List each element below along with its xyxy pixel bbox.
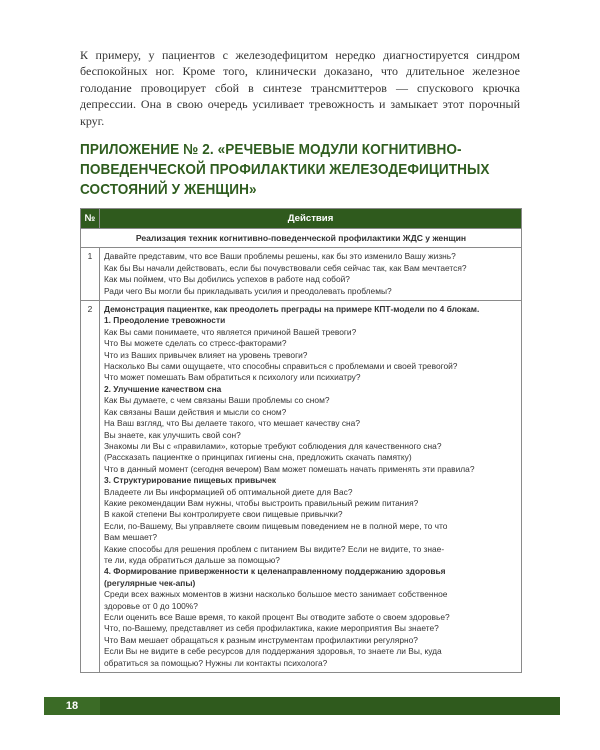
intro-paragraph: К примеру, у пациентов с железодефицитом нередко диагностируется синдром беспокойных ног. Кроме того, клинически доказано, что длительное железное голодание провоцирует сбой в синтезе трансмиттеров — спускового крючка депрессии. Она в свою очередь усиливает тревожность и замыкает этот порочный круг. <box>80 48 520 128</box>
question-line: Что в данный момент (сегодня вечером) Вам может помешать начать применять эти правила? <box>104 463 475 474</box>
question-line: Какие способы для решения проблем с питанием Вы видите? Если не видите, то знае- <box>104 543 445 554</box>
question-line: В какой степени Вы контролируете свои пищевые привычки? <box>104 509 343 520</box>
heading-line: СОСТОЯНИЙ У ЖЕНЩИН» <box>80 182 257 198</box>
table-row <box>81 248 522 301</box>
question-line: Вы знаете, как улучшить свой сон? <box>104 429 241 440</box>
heading-line: ПРИЛОЖЕНИЕ № 2. «РЕЧЕВЫЕ МОДУЛИ КОГНИТИВНО- <box>80 142 462 158</box>
question-line: Что Вы можете сделать со стресс-факторами? <box>104 338 287 349</box>
question-line: обратиться за помощью? Нужны ли контакты психолога? <box>104 657 328 668</box>
actions-table <box>80 208 522 673</box>
table-header-row <box>81 209 522 229</box>
question-line: На Ваш взгляд, что Вы делаете такого, что мешает качеству сна? <box>104 418 360 429</box>
appendix-heading <box>80 140 489 200</box>
question-line: Как Вы сами понимаете, что является причиной Вашей тревоги? <box>104 326 357 337</box>
question-line: (Рассказать пациентке о принципах гигиены сна, предложить скачать памятку) <box>104 452 412 463</box>
row-content <box>100 301 522 673</box>
question-line: те ли, куда обратиться дальше за помощью? <box>104 554 280 565</box>
question-line: Владеете ли Вы информацией об оптимальной диете для Вас? <box>104 486 353 497</box>
section-title: 2. Улучшение качеством сна <box>104 383 222 394</box>
question-line: Знакомы ли Вы с «правилами», которые требуют соблюдения для качественного сна? <box>104 440 442 451</box>
question-line: Что Вам мешает обращаться к разным инструментам профилактики регулярно? <box>104 634 418 645</box>
question-line: Среди всех важных моментов в жизни насколько большое место занимает собственное <box>104 589 448 600</box>
question-line: Что из Ваших привычек влияет на уровень тревоги? <box>104 349 308 360</box>
table-row <box>81 301 522 673</box>
question-line: здоровье от 0 до 100%? <box>104 600 198 611</box>
row-number: 2 <box>81 301 100 673</box>
question-line: Как бы Вы начали действовать, если бы почувствовали себя сейчас так, как Вам мечтается? <box>104 262 467 273</box>
row-content <box>100 248 522 301</box>
column-header-actions: Действия <box>100 209 522 229</box>
footer-bar <box>44 697 560 715</box>
question-line: Какие рекомендации Вам нужны, чтобы выстроить правильный режим питания? <box>104 497 419 508</box>
question-line: Что может помешать Вам обратиться к психологу или психиатру? <box>104 372 361 383</box>
page-number: 18 <box>44 697 100 715</box>
column-header-number: № <box>81 209 100 229</box>
question-line: Давайте представим, что все Ваши проблемы решены, как бы это изменило Вашу жизнь? <box>104 251 456 262</box>
question-line: Если, по-Вашему, Вы управляете своим пищевым поведением не в полной мере, то что <box>104 520 448 531</box>
section-title: (регулярные чек-апы) <box>104 577 196 588</box>
section-title: 1. Преодоление тревожности <box>104 315 226 326</box>
question-line: Вам мешает? <box>104 532 157 543</box>
question-line: Насколько Вы сами ощущаете, что способны справиться с проблемами и своей тревогой? <box>104 361 458 372</box>
section-title: 3. Структурирование пищевых привычек <box>104 475 277 486</box>
question-line: Ради чего Вы могли бы прикладывать усилия и преодолевать проблемы? <box>104 285 392 296</box>
section-title: 4. Формирование приверженности к целенаправленному поддержанию здоровья <box>104 566 446 577</box>
question-line: Как мы поймем, что Вы добились успехов в работе над собой? <box>104 274 350 285</box>
question-line: Как Вы думаете, с чем связаны Ваши проблемы со сном? <box>104 395 330 406</box>
row-number: 1 <box>81 248 100 301</box>
question-line: Если Вы не видите в себе ресурсов для поддержания здоровья, то знаете ли Вы, куда <box>104 646 442 657</box>
question-line: Если оценить все Ваше время, то какой процент Вы отводите заботе о своем здоровье? <box>104 612 450 622</box>
table-subheader-row <box>81 229 522 248</box>
heading-line: ПОВЕДЕНЧЕСКОЙ ПРОФИЛАКТИКИ ЖЕЛЕЗОДЕФИЦИТНЫХ <box>80 162 490 178</box>
question-line: Что, по-Вашему, представляет из себя профилактика, какие мероприятия Вы знаете? <box>104 623 439 634</box>
section-title: Демонстрация пациентке, как преодолеть преграды на примере КПТ-модели по 4 блокам. <box>104 304 480 315</box>
question-line: Как связаны Ваши действия и мысли со сном? <box>104 406 287 417</box>
table-subheader: Реализация техник когнитивно-поведенческой профилактики ЖДС у женщин <box>81 229 522 248</box>
